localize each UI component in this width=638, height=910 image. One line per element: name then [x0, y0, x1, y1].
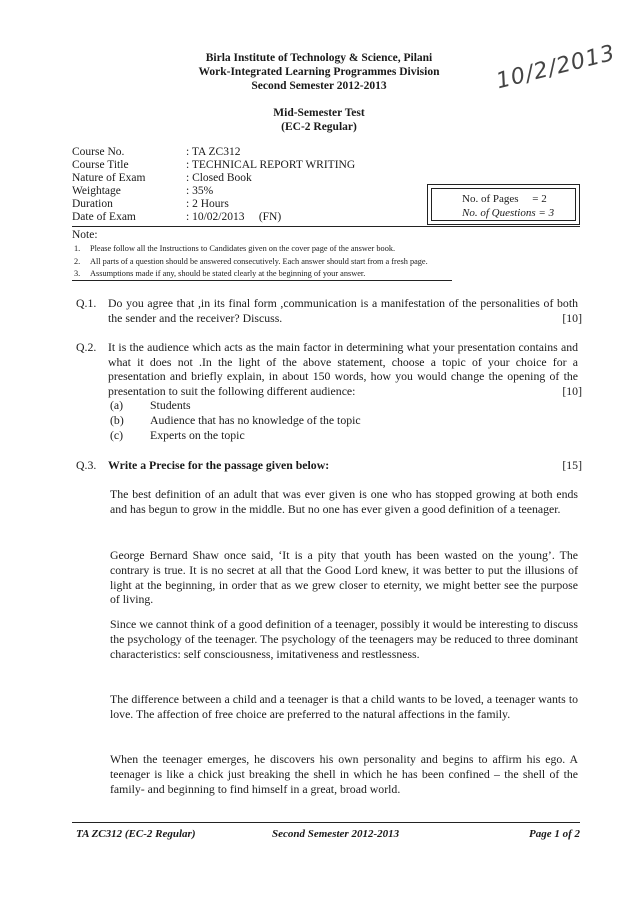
question-marks: [15]: [562, 458, 582, 472]
option-text: Audience that has no knowledge of the topic: [150, 413, 361, 427]
question-title: Write a Precise for the passage given below:: [108, 458, 330, 472]
divider: [72, 280, 452, 281]
pages-box-inner: [431, 188, 576, 221]
note-item: [74, 257, 428, 267]
division-name: Work-Integrated Learning Programmes Division: [198, 66, 440, 78]
passage-paragraph: Since we cannot think of a good definition of a teenager, possibly it would be interesting to discuss the psychology of the teenager. The psychology of the teenagers may be reduced to three dominant characteristics: self consciousness, imitativeness and restlessness.: [110, 617, 578, 661]
note-item: [74, 244, 395, 254]
question-number: Q.2.: [76, 340, 97, 354]
course-info-label: Course No.: [72, 146, 125, 158]
note-text: All parts of a question should be answered consecutively. Each answer should start from a fresh page.: [90, 257, 428, 266]
question-text: It is the audience which acts as the main factor in determining what your presentation contains and what it does not .In the light of the above statement, choose a topic of your choice for a presentation and briefly explain, in about 150 words, how you would change the opening of the presentation to suit the following different audience:: [108, 340, 578, 398]
note-item: [74, 269, 365, 279]
test-regular: (EC-2 Regular): [281, 121, 357, 133]
note-label: Note:: [72, 229, 98, 241]
course-info-value: : 35%: [186, 185, 214, 197]
course-info-label: Weightage: [72, 185, 121, 197]
course-info-row: [72, 159, 492, 172]
passage-paragraph: The best definition of an adult that was ever given is one who has stopped growing at both ends and has begun to grow in the middle. But no one has ever given a good definition of a teenager.: [110, 487, 578, 516]
course-info-label: Duration: [72, 198, 113, 210]
option-item: [110, 413, 361, 428]
note-num: 2.: [74, 257, 81, 266]
option-label: (c): [110, 428, 124, 442]
handwritten-date: 10/2/2013: [493, 40, 619, 95]
footer-divider: [72, 822, 580, 823]
semester: Second Semester 2012-2013: [251, 80, 387, 92]
course-info-label: Nature of Exam: [72, 172, 146, 184]
question-marks: [10]: [562, 384, 582, 398]
course-info-value: : 10/02/2013 (FN): [186, 211, 282, 223]
num-questions: No. of Questions = 3: [462, 207, 555, 219]
question-marks: [10]: [562, 311, 582, 325]
course-info-row: [72, 146, 492, 159]
course-info-label: Date of Exam: [72, 211, 136, 223]
course-info-value: : 2 Hours: [186, 198, 229, 210]
passage-paragraph: When the teenager emerges, he discovers his own personality and begins to affirm his ego. A teenager is like a chick just breaking the shell in which he has been confined – the shell of the family- and beginning to find himself in a great, broad world.: [110, 752, 578, 796]
note-num: 1.: [74, 244, 81, 253]
course-info-value: : TECHNICAL REPORT WRITING: [186, 159, 356, 171]
num-pages: No. of Pages = 2: [462, 193, 547, 205]
note-num: 3.: [74, 269, 81, 278]
note-text: Assumptions made if any, should be stated clearly at the beginning of your answer.: [90, 269, 366, 278]
course-info-label: Course Title: [72, 159, 129, 171]
passage-paragraph: George Bernard Shaw once said, ‘It is a pity that youth has been wasted on the young’. The contrary is true. It is no secret at all that the Good Lord knew, it was better to put the illusions of light at the beginning, in order that as we grew closer to eternity, we might better see the purpose of living.: [110, 548, 578, 607]
course-info-value: : Closed Book: [186, 172, 252, 184]
question-number: Q.3.: [76, 458, 97, 472]
course-info-value: : TA ZC312: [186, 146, 241, 158]
passage-paragraph: The difference between a child and a teenager is that a child wants to be loved, a teenager wants to love. The affection of free choice are preferred to the natural affections in the family.: [110, 692, 578, 721]
question-number: Q.1.: [76, 296, 97, 310]
footer-page: Page 1 of 2: [528, 828, 580, 840]
option-item: [110, 398, 191, 413]
footer-course: TA ZC312 (EC-2 Regular): [76, 828, 196, 840]
footer-semester: Second Semester 2012-2013: [272, 828, 400, 840]
divider: [72, 226, 580, 227]
option-label: (b): [110, 413, 124, 427]
option-text: Experts on the topic: [150, 428, 245, 442]
institute-name: Birla Institute of Technology & Science, Pilani: [205, 52, 433, 64]
note-text: Please follow all the Instructions to Candidates given on the cover page of the answer book.: [90, 244, 396, 253]
pages-box: [427, 184, 580, 225]
course-info-row: [72, 172, 492, 185]
option-item: [110, 428, 245, 443]
option-text: Students: [150, 398, 191, 412]
test-name: Mid-Semester Test: [273, 107, 365, 119]
option-label: (a): [110, 398, 124, 412]
question-text: Do you agree that ,in its final form ,communication is a manifestation of the personalities of both the sender and the receiver? Discuss.: [108, 296, 578, 325]
